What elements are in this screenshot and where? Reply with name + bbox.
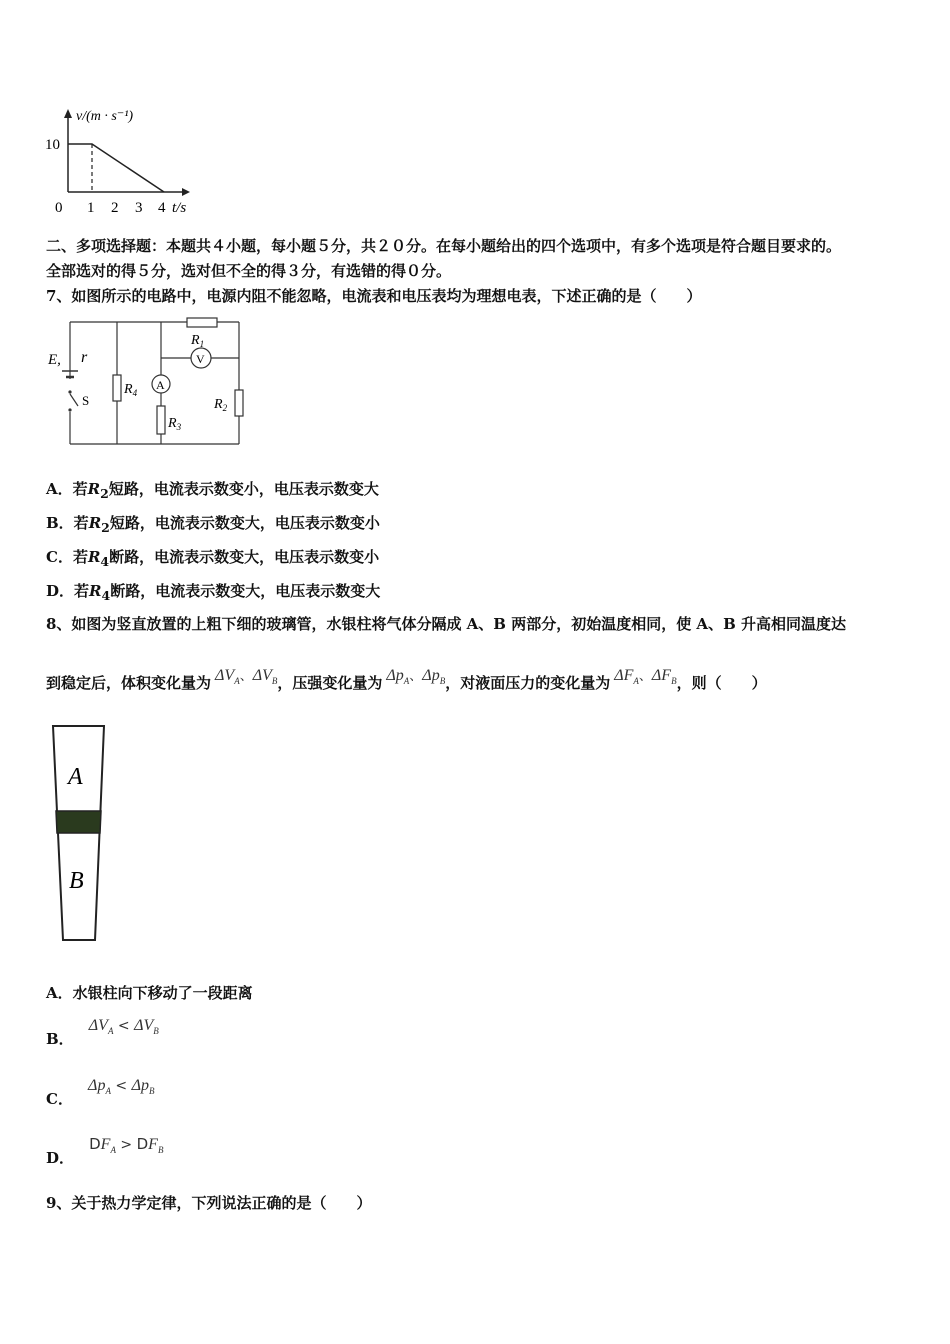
label-r3: $R_3$ (168, 416, 182, 432)
x-axis-label: t/s (172, 200, 187, 216)
velocity-line (68, 144, 164, 192)
q7-circuit (44, 316, 254, 452)
y-tick-10: 10 (45, 137, 60, 153)
mercury-column (56, 811, 101, 833)
q8-glass-tube (48, 722, 110, 946)
vt-graph (40, 100, 210, 222)
label-r2: $R_2$ (214, 397, 228, 413)
x-tick-3: 3 (135, 200, 143, 216)
label-r1: $R_1$ (191, 333, 205, 349)
x-tick-4: 4 (158, 200, 166, 216)
q8-stem-line1: 8、如图为竖直放置的上粗下细的玻璃管，水银柱将气体分隔成 A、B 两部分，初始温度相同，使 A、B 升高相同温度达 (46, 615, 846, 633)
q8-option-c: C． $\Delta p_A < \Delta p_B$ (46, 1077, 155, 1108)
x-tick-1: 1 (87, 200, 95, 216)
resistor-r4 (113, 375, 121, 401)
q8-stem-line2: 到稳定后，体积变化量为 $\Delta V_A$、$\Delta V_B$，压强变化量为 $\Delta p_A$、$\Delta p_B$，对液面压力的变化量为 $\Delta F_A$、$\Delta F_B$，则（ ） (46, 667, 767, 692)
tube-label-a: A (68, 764, 83, 790)
label-s: S (82, 393, 90, 408)
q8-option-d: D． $DF_A > DF_B$ (46, 1135, 164, 1167)
q8-option-a: A．水银柱向下移动了一段距离 (46, 984, 253, 1002)
y-axis-label: v/(m · s⁻¹) (76, 109, 134, 124)
section2-line2: 全部选对的得５分，选对但不全的得３分，有选错的得０分。 (46, 262, 452, 280)
resistor-r3 (157, 406, 165, 434)
q9-stem: 9、关于热力学定律，下列说法正确的是（ ） (46, 1194, 372, 1212)
q7-option-d: D．若$R_4$断路，电流表示数变大，电压表示数变大 (46, 582, 381, 603)
q7-option-a: A．若$R_2$短路，电流表示数变小，电压表示数变大 (46, 480, 379, 501)
switch-contact-2 (68, 408, 71, 411)
label-r4: $R_4$ (124, 382, 138, 398)
resistor-r2 (235, 390, 243, 416)
section2-line1: 二、多项选择题：本题共４小题，每小题５分，共２０分。在每小题给出的四个选项中，有多个选项是符合题目要求的。 (46, 237, 842, 255)
resistor-r1 (187, 318, 217, 327)
label-r: r (81, 349, 88, 366)
tube-label-b: B (69, 868, 84, 894)
y-axis-arrow (64, 109, 72, 118)
x-axis-arrow (182, 188, 190, 196)
voltmeter-label: V (196, 352, 205, 366)
x-tick-2: 2 (111, 200, 119, 216)
x-tick-0: 0 (55, 200, 63, 216)
q7-option-c: C．若$R_4$断路，电流表示数变大，电压表示数变小 (46, 548, 380, 569)
ammeter-label: A (156, 378, 165, 392)
q7-stem: 7、如图所示的电路中，电源内阻不能忽略，电流表和电压表均为理想电表，下述正确的是（ ） (46, 287, 702, 305)
q8-option-b: B． $\Delta V_A < \Delta V_B$ (46, 1017, 159, 1048)
label-e: E, (48, 352, 61, 368)
q7-option-b: B．若$R_2$短路，电流表示数变大，电压表示数变小 (46, 514, 380, 535)
switch-contact (68, 390, 71, 393)
